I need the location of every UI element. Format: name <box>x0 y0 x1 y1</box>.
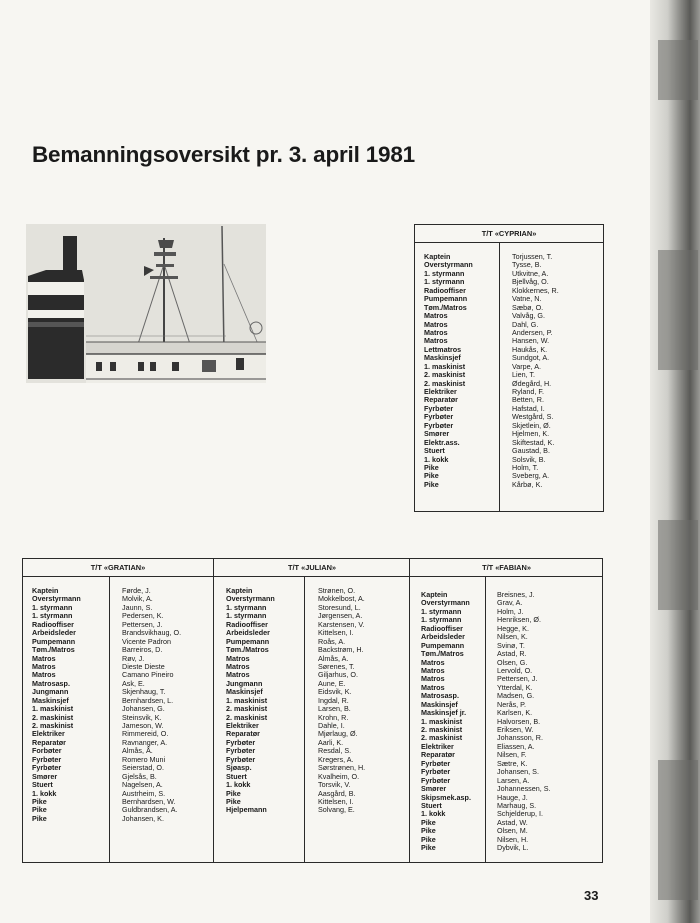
fabian-role: Fyrbøter <box>421 767 451 777</box>
fabian-crew-name: Henriksen, Ø. <box>497 615 541 625</box>
julian-role: Elektriker <box>226 721 259 730</box>
cyprian-crew-name: Skiftestad, K. <box>512 437 555 447</box>
fabian-role: Reparatør <box>421 750 455 760</box>
cyprian-role: Kaptein <box>424 252 451 261</box>
fabian-role: Maskinsjef <box>421 699 458 709</box>
cyprian-crew-name: Utkvitne, A. <box>512 268 549 278</box>
gratian-role: Matros <box>32 670 56 680</box>
cyprian-crew-name: Valvåg, G. <box>512 311 546 321</box>
cyprian-role: Elektriker <box>424 387 457 396</box>
gratian-role: Jungmann <box>32 687 69 697</box>
cyprian-crew-name: Solsvik, B. <box>512 454 546 464</box>
fabian-crew-name: Nerås, P. <box>497 699 527 709</box>
fabian-role: Radiooffiser <box>421 623 463 633</box>
julian-role: Maskinsjef <box>226 687 263 697</box>
gratian-crew-name: Guldbrandsen, A. <box>122 805 178 815</box>
julian-crew-name: Eidsvik, K. <box>318 687 352 697</box>
julian-crew-name: Larsen, B. <box>318 704 351 714</box>
julian-role: Fyrbøter <box>226 746 256 756</box>
cyprian-crew-name: Betten, R. <box>512 395 544 405</box>
fabian-role: Matros <box>421 665 445 675</box>
cyprian-crew-name: Lien, T. <box>512 370 536 380</box>
julian-names <box>318 587 365 815</box>
gratian-role: Pike <box>32 805 47 815</box>
adjacent-page-edge <box>650 0 700 923</box>
gratian-crew-name: Austrheim, S. <box>122 788 166 798</box>
julian-role: Matros <box>226 670 250 680</box>
julian-crew-name: Sørstrønen, H. <box>318 763 366 773</box>
julian-role: Overstyrmann <box>226 594 275 604</box>
julian-role: 1. maskinist <box>226 695 268 705</box>
fabian-crew-name: Olsen, M. <box>497 826 528 836</box>
fabian-role: Elektriker <box>421 741 454 751</box>
cyprian-crew-name: Klokkernes, R. <box>512 285 559 295</box>
gratian-crew-name: Molvik, A. <box>122 594 153 604</box>
julian-crew-name: Kittelsen, I. <box>318 628 354 638</box>
cyprian-role: 1. styrmann <box>424 277 465 287</box>
fabian-crew-name: Marhaug, S. <box>497 800 537 810</box>
fabian-crew-name: Breisnes, J. <box>497 590 535 599</box>
fabian-crew-name: Nilsen, K. <box>497 632 528 642</box>
cyprian-role: 2. maskinist <box>424 370 466 380</box>
fabian-crew-name: Madsen, G. <box>497 691 535 701</box>
gratian-crew-name: Dieste Dieste <box>122 661 165 671</box>
julian-role: 2. maskinist <box>226 712 268 722</box>
gratian-role: 1. styrmann <box>32 611 73 621</box>
cyprian-roles <box>424 253 473 489</box>
julian-crew-name: Aune, E. <box>318 678 346 688</box>
cyprian-crew-name: Hjelmen, K. <box>512 429 550 439</box>
julian-role: 1. styrmann <box>226 602 267 612</box>
gratian-role: Smører <box>32 771 58 781</box>
gratian-crew-name: Nagelsen, A. <box>122 780 163 790</box>
cyprian-crew-name: Andersen, P. <box>512 327 553 337</box>
cyprian-role: 2. maskinist <box>424 378 466 388</box>
julian-crew-name: Backstrøm, H. <box>318 645 364 655</box>
gratian-crew-name: Pettersen, J. <box>122 619 163 629</box>
julian-role: Sjøasp. <box>226 763 252 773</box>
fabian-crew-name: Johannessen, S. <box>497 784 551 794</box>
gratian-role: 1. styrmann <box>32 602 73 612</box>
julian-role: Stuert <box>226 771 247 781</box>
fabian-crew-name: Larsen, A. <box>497 775 530 785</box>
cyprian-role: Pike <box>424 471 439 481</box>
cyprian-role: Tøm./Matros <box>424 302 467 312</box>
gratian-crew-name: Johansen, G. <box>122 704 165 714</box>
cyprian-role: Reparatør <box>424 395 458 405</box>
cyprian-crew-name: Vatne, N. <box>512 294 542 304</box>
fabian-crew-name: Johansen, S. <box>497 767 539 777</box>
page-number: 33 <box>584 888 599 903</box>
julian-role: Fyrbøter <box>226 754 256 764</box>
fabian-crew-name: Eliassen, A. <box>497 741 535 751</box>
gratian-role: Pike <box>32 813 47 823</box>
gratian-role: Matros <box>32 653 56 663</box>
gratian-crew-name: Jameson, W. <box>122 721 164 730</box>
fabian-role: Smører <box>421 784 447 794</box>
julian-crew-name: Aasgård, B. <box>318 788 356 798</box>
gratian-crew-name: Almås, Å. <box>122 746 153 756</box>
julian-crew-name: Almås, A. <box>318 653 349 663</box>
fabian-crew-name: Hauge, J. <box>497 792 528 802</box>
fabian-role: Fyrbøter <box>421 758 451 768</box>
julian-role: 2. maskinist <box>226 704 268 714</box>
fabian-role: Matros <box>421 657 445 667</box>
cyprian-crew-name: Dahl, G. <box>512 319 539 329</box>
cyprian-role: Pumpemann <box>424 294 468 304</box>
fabian-crew-name: Sætre, K. <box>497 758 528 768</box>
gratian-crew-name: Gjelsås, B. <box>122 771 157 781</box>
gratian-role: Fyrbøter <box>32 763 62 773</box>
cyprian-crew-name: Haukås, K. <box>512 344 548 354</box>
gratian-role: Stuert <box>32 780 53 790</box>
julian-divider <box>304 576 305 862</box>
julian-role: Fyrbøter <box>226 737 256 747</box>
julian-crew-name: Resdal, S. <box>318 746 352 756</box>
julian-crew-name: Krohn, R. <box>318 712 349 722</box>
gratian-role: Reparatør <box>32 737 66 747</box>
julian-role: Matros <box>226 653 250 663</box>
fabian-role: 1. styrmann <box>421 615 462 625</box>
gratian-role: 2. maskinist <box>32 712 74 722</box>
fabian-crew-name: Eriksen, W. <box>497 725 534 734</box>
julian-crew-name: Karstensen, V. <box>318 619 365 629</box>
gratian-role: 1. maskinist <box>32 704 74 714</box>
fabian-crew-name: Schjelderup, I. <box>497 809 543 819</box>
julian-crew-name: Solvang, E. <box>318 805 355 815</box>
gratian-crew-name: Camano Pineiro <box>122 670 174 680</box>
julian-role: Pumpemann <box>226 636 270 646</box>
fabian-role: 1. maskinist <box>421 716 463 726</box>
cyprian-role: Matros <box>424 336 448 346</box>
cyprian-role: Pike <box>424 462 439 472</box>
julian-roles <box>226 587 275 815</box>
cyprian-crew-name: Skjetlein, Ø. <box>512 420 551 430</box>
julian-crew-name: Mokkelbost, A. <box>318 594 365 604</box>
fabian-role: Pike <box>421 817 436 827</box>
fabian-role: 2. maskinist <box>421 725 463 734</box>
gratian-role: Maskinsjef <box>32 695 69 705</box>
cyprian-role: Smører <box>424 429 450 439</box>
julian-role: Jungmann <box>226 678 263 688</box>
julian-crew-name: Kregers, A. <box>318 754 354 764</box>
cyprian-role: Overstyrmann <box>424 260 473 270</box>
julian-role: Matros <box>226 661 250 671</box>
cyprian-role: Maskinsjef <box>424 353 461 363</box>
fabian-crew-name: Astad, W. <box>497 817 528 827</box>
gratian-crew-name: Seierstad, O. <box>122 763 164 773</box>
gratian-divider <box>109 576 110 862</box>
gratian-role: 2. maskinist <box>32 721 74 730</box>
cyprian-role: Matros <box>424 319 448 329</box>
cyprian-crew-name: Hansen, W. <box>512 336 550 346</box>
fabian-crew-name: Dybvik, L. <box>497 843 529 853</box>
cyprian-header: T/T «CYPRIAN» <box>415 225 603 243</box>
julian-crew-name: Sørenes, T. <box>318 661 355 671</box>
fabian-role: Pike <box>421 826 436 836</box>
gratian-role: Kaptein <box>32 586 59 595</box>
fabian-role: 1. kokk <box>421 809 446 819</box>
header-divider-2 <box>409 559 410 576</box>
julian-role: Reparatør <box>226 729 260 739</box>
fabian-crew-name: Grav, A. <box>497 598 523 608</box>
julian-role: 1. kokk <box>226 780 251 790</box>
fabian-crew-name: Karlsen, K. <box>497 708 533 718</box>
cyprian-role: Radiooffiser <box>424 285 466 295</box>
julian-role: Tøm./Matros <box>226 645 269 655</box>
fabian-crew-name: Olsen, G. <box>497 657 528 667</box>
gratian-crew-name: Jaunn, S. <box>122 602 153 612</box>
gratian-crew-name: Ask, E. <box>122 678 145 688</box>
gratian-crew-name: Ravnanger, A. <box>122 737 168 747</box>
gratian-role: Forbøter <box>32 746 62 756</box>
julian-crew-name: Dahle, I. <box>318 721 345 730</box>
cyprian-role: Pike <box>424 479 439 489</box>
julian-crew-name: Mjørlaug, Ø. <box>318 729 358 739</box>
gratian-crew-name: Førde, J. <box>122 586 151 595</box>
fabian-crew-name: Holm, J. <box>497 606 524 616</box>
julian-role: Pike <box>226 788 241 798</box>
fabian-crew-name: Ytterdal, K. <box>497 682 533 692</box>
cyprian-role: Stuert <box>424 446 445 456</box>
fabian-role: Fyrbøter <box>421 775 451 785</box>
fabian-role: Pike <box>421 843 436 853</box>
gratian-crew-name: Barreiros, D. <box>122 645 163 655</box>
julian-role: 1. styrmann <box>226 611 267 621</box>
gratian-roles <box>32 587 81 823</box>
gratian-role: Pumpemann <box>32 636 76 646</box>
julian-crew-name: Kittelsen, I. <box>318 796 354 806</box>
fabian-role: Overstyrmann <box>421 598 470 608</box>
cyprian-role: 1. kokk <box>424 454 449 464</box>
fabian-role: Arbeidsleder <box>421 632 465 642</box>
fabian-roles <box>421 591 471 853</box>
cyprian-crew-name: Torjussen, T. <box>512 252 553 261</box>
gratian-crew-name: Steinsvik, K. <box>122 712 162 722</box>
cyprian-crew-name: Kårbø, K. <box>512 479 543 489</box>
fabian-role: Pumpemann <box>421 640 465 650</box>
fabian-role: Stuert <box>421 800 442 810</box>
gratian-crew-name: Vicente Padron <box>122 636 172 646</box>
julian-crew-name: Storesund, L. <box>318 602 361 612</box>
fabian-role: Matros <box>421 674 445 684</box>
fabian-crew-name: Johansson, R. <box>497 733 543 743</box>
julian-crew-name: Jørgensen, A. <box>318 611 363 621</box>
cyprian-role: Fyrbøter <box>424 420 454 430</box>
julian-crew-name: Torsvik, V. <box>318 780 351 790</box>
cyprian-crew-name: Ryland, F. <box>512 387 544 396</box>
cyprian-role: 1. styrmann <box>424 268 465 278</box>
cyprian-crew-name: Bjellvåg, O. <box>512 277 549 287</box>
julian-crew-name: Ingdal, R. <box>318 695 349 705</box>
cyprian-role: 1. maskinist <box>424 361 466 371</box>
gratian-role: Overstyrmann <box>32 594 81 604</box>
cyprian-role: Fyrbøter <box>424 412 454 422</box>
cyprian-crew-name: Sæbø, O. <box>512 302 544 312</box>
julian-role: Kaptein <box>226 586 253 595</box>
fabian-role: Tøm./Matros <box>421 649 464 659</box>
julian-crew-name: Strønen, O. <box>318 586 356 595</box>
fabian-crew-name: Nilsen, H. <box>497 834 529 844</box>
fabian-crew-name: Nilsen, F. <box>497 750 527 760</box>
fabian-role: Kaptein <box>421 590 448 599</box>
gratian-role: Fyrbøter <box>32 754 62 764</box>
cyprian-role: Fyrbøter <box>424 403 454 413</box>
cyprian-crew-name: Ødegård, H. <box>512 378 552 388</box>
cyprian-names <box>512 253 559 489</box>
cyprian-crew-name: Varpe, A. <box>512 361 542 371</box>
fabian-crew-name: Hegge, K. <box>497 623 529 633</box>
fabian-role: Pike <box>421 834 436 844</box>
cyprian-crew-name: Sveberg, A. <box>512 471 550 481</box>
section-divider-1 <box>213 576 214 862</box>
julian-role: Pike <box>226 796 241 806</box>
cyprian-crew-name: Gaustad, B. <box>512 446 550 456</box>
gratian-role: Elektriker <box>32 729 65 739</box>
gratian-crew-name: Rimmereid, O. <box>122 729 169 739</box>
cyprian-divider <box>499 242 500 511</box>
gratian-crew-name: Røv, J. <box>122 653 145 663</box>
cyprian-crew-name: Hafstad, I. <box>512 403 545 413</box>
ship-illustration <box>26 224 266 383</box>
gratian-role: Matros <box>32 661 56 671</box>
julian-crew-name: Aarli, K. <box>318 737 344 747</box>
cyprian-role: Matros <box>424 311 448 321</box>
cyprian-role: Lettmatros <box>424 344 462 354</box>
gratian-role: Radiooffiser <box>32 619 74 629</box>
gratian-crew-name: Johansen, K. <box>122 813 164 823</box>
fabian-crew-name: Svinø, T. <box>497 640 525 650</box>
gratian-header: T/T «GRATIAN» <box>90 563 146 572</box>
gratian-role: Pike <box>32 796 47 806</box>
gratian-crew-name: Bernhardsen, W. <box>122 796 176 806</box>
gratian-role: Tøm./Matros <box>32 645 75 655</box>
julian-crew-name: Giljarhus, O. <box>318 670 358 680</box>
gratian-crew-name: Skjenhaug, T. <box>122 687 166 697</box>
gratian-crew-name: Romero Muni <box>122 754 166 764</box>
fabian-role: Matros <box>421 682 445 692</box>
ship-photo <box>26 224 266 383</box>
gratian-crew-name: Brandsvikhaug, O. <box>122 628 182 638</box>
fabian-role: 2. maskinist <box>421 733 463 743</box>
fabian-role: Skipsmek.asp. <box>421 792 471 802</box>
julian-role: Radiooffiser <box>226 619 268 629</box>
gratian-role: 1. kokk <box>32 788 57 798</box>
fabian-role: 1. styrmann <box>421 606 462 616</box>
fabian-crew-name: Lervold, O. <box>497 665 533 675</box>
julian-crew-name: Roås, A. <box>318 636 346 646</box>
gratian-names <box>122 587 181 823</box>
cyprian-crew-name: Westgård, S. <box>512 412 554 422</box>
header-divider-1 <box>213 559 214 576</box>
cyprian-table <box>414 224 604 512</box>
cyprian-crew-name: Sundgot, A. <box>512 353 550 363</box>
gratian-role: Matrosasp. <box>32 678 70 688</box>
fabian-role: Matrosasp. <box>421 691 459 701</box>
fabian-divider <box>485 576 486 862</box>
cyprian-crew-name: Holm, T. <box>512 462 539 472</box>
fabian-crew-name: Astad, R. <box>497 649 527 659</box>
fabian-crew-name: Halvorsen, B. <box>497 716 541 726</box>
gratian-role: Arbeidsleder <box>32 628 76 638</box>
julian-crew-name: Kvalheim, O. <box>318 771 360 781</box>
fabian-role: Maskinsjef jr. <box>421 708 467 718</box>
cyprian-role: Matros <box>424 327 448 337</box>
julian-role: Arbeidsleder <box>226 628 270 638</box>
fabian-names <box>497 591 551 853</box>
cyprian-role: Elektr.ass. <box>424 437 460 447</box>
gratian-crew-name: Pedersen, K. <box>122 611 164 621</box>
section-divider-2 <box>409 576 410 862</box>
gratian-crew-name: Bernhardsen, L. <box>122 695 174 705</box>
fabian-crew-name: Pettersen, J. <box>497 674 538 684</box>
cyprian-crew-name: Tysse, B. <box>512 260 542 270</box>
fabian-header: T/T «FABIAN» <box>482 563 531 572</box>
bottom-tables <box>22 558 603 863</box>
page-title: Bemanningsoversikt pr. 3. april 1981 <box>32 142 415 167</box>
julian-header: T/T «JULIAN» <box>287 563 337 572</box>
julian-role: Hjelpemann <box>226 805 267 815</box>
